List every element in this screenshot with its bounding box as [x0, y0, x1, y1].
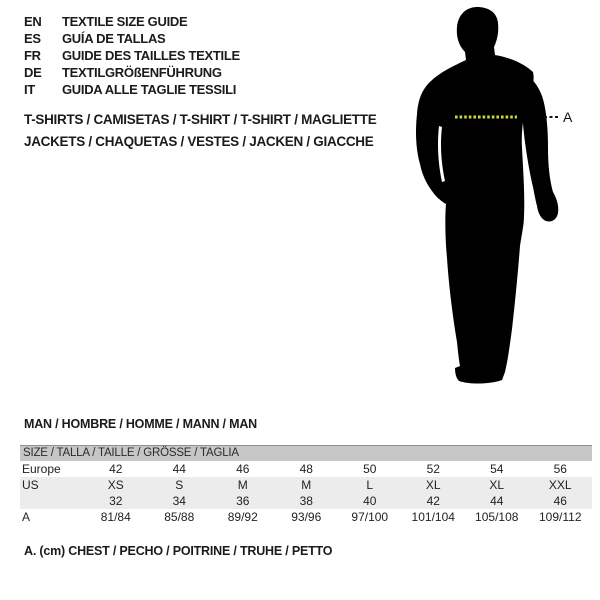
- cell: S: [175, 478, 184, 492]
- language-code: EN: [24, 14, 42, 29]
- language-title: GUIDA ALLE TAGLIE TESSILI: [62, 82, 237, 97]
- cell: 52: [426, 462, 440, 476]
- cell: 89/92: [227, 510, 258, 524]
- cell: 97/100: [351, 510, 389, 524]
- category-line-jackets: JACKETS / CHAQUETAS / VESTES / JACKEN / GIACCHE: [24, 134, 374, 149]
- language-title: GUIDE DES TAILLES TEXTILE: [62, 48, 240, 63]
- language-title: GUÍA DE TALLAS: [62, 31, 166, 46]
- cell: XL: [489, 478, 505, 492]
- cell: 36: [236, 494, 250, 508]
- language-row: [24, 64, 240, 81]
- cell: 34: [172, 494, 186, 508]
- cell: 38: [299, 494, 313, 508]
- row-label: Europe: [22, 462, 61, 476]
- cell: 46: [236, 462, 250, 476]
- garment-categories: [24, 109, 376, 153]
- language-code: ES: [24, 31, 41, 46]
- language-row: [24, 13, 240, 30]
- cell: M: [237, 478, 248, 492]
- cell: 54: [490, 462, 504, 476]
- language-code: FR: [24, 48, 41, 63]
- cell: 40: [363, 494, 377, 508]
- cell: 50: [363, 462, 377, 476]
- cell: XL: [425, 478, 441, 492]
- row-label: [20, 493, 84, 509]
- cell: 44: [172, 462, 186, 476]
- language-title-list: [24, 13, 240, 98]
- section-title-man: MAN / HOMBRE / HOMME / MANN / MAN: [24, 417, 257, 431]
- cell: 44: [490, 494, 504, 508]
- category-line-tshirts: T-SHIRTS / CAMISETAS / T-SHIRT / T-SHIRT / MAGLIETTE: [24, 112, 377, 127]
- cell: 81/84: [100, 510, 131, 524]
- measure-a-label: A: [563, 109, 573, 125]
- table-row-us: [20, 477, 592, 493]
- cell: 48: [299, 462, 313, 476]
- language-row: [24, 47, 240, 64]
- cell: L: [366, 478, 374, 492]
- row-label: US: [22, 478, 39, 492]
- measurement-footnote: A. (cm) CHEST / PECHO / POITRINE / TRUHE / PETTO: [24, 544, 333, 558]
- man-silhouette-body: [416, 7, 534, 384]
- man-silhouette-figure: [405, 0, 600, 400]
- cell: 85/88: [164, 510, 195, 524]
- language-title: TEXTILE SIZE GUIDE: [62, 14, 188, 29]
- size-table-header: SIZE / TALLA / TAILLE / GRÖSSE / TAGLIA: [20, 445, 592, 461]
- man-silhouette-svg: [405, 0, 600, 400]
- cell: 101/104: [411, 510, 455, 524]
- cell: 93/96: [291, 510, 322, 524]
- cell: M: [301, 478, 312, 492]
- table-row-us-numeric: [20, 493, 592, 509]
- cell: 42: [426, 494, 440, 508]
- cell: 46: [553, 494, 567, 508]
- language-code: IT: [24, 82, 35, 97]
- language-title: TEXTILGRÖßENFÜHRUNG: [62, 65, 222, 80]
- table-row-europe: [20, 461, 592, 477]
- cell: 32: [109, 494, 123, 508]
- language-code: DE: [24, 65, 42, 80]
- cell: 42: [109, 462, 123, 476]
- row-label: A: [22, 510, 31, 524]
- language-row: [24, 81, 240, 98]
- size-table: [20, 445, 592, 525]
- language-row: [24, 30, 240, 47]
- cell: 105/108: [475, 510, 519, 524]
- table-row-chest-a: [20, 509, 592, 525]
- cell: XXL: [548, 478, 572, 492]
- cell: 109/112: [539, 510, 582, 524]
- cell: 56: [553, 462, 567, 476]
- cell: XS: [107, 478, 124, 492]
